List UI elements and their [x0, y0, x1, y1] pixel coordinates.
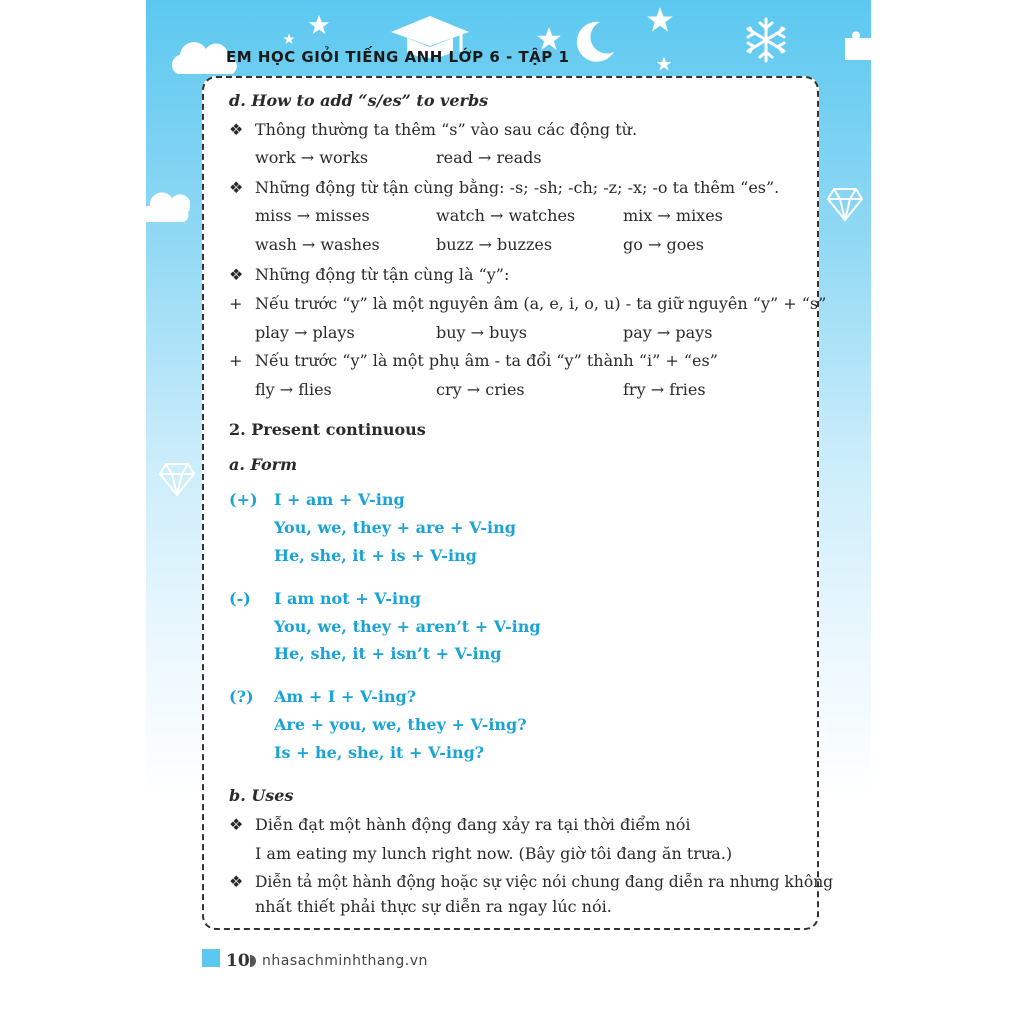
plus-bullet: +: [229, 351, 243, 370]
example: play → plays: [255, 323, 355, 342]
example: read → reads: [436, 148, 542, 167]
form-label-positive: (+): [229, 490, 258, 509]
formula: I am not + V-ing: [274, 589, 421, 608]
star-icon: [283, 33, 295, 45]
use-example: I am eating my lunch right now. (Bây giờ tôi đang ăn trưa.): [255, 844, 733, 863]
book-title: EM HỌC GIỎI TIẾNG ANH LỚP 6 - TẬP 1: [226, 48, 570, 66]
plus-bullet: +: [229, 294, 243, 313]
example: work → works: [255, 148, 369, 167]
cloud-icon: [146, 188, 190, 224]
use-text: nhất thiết phải thực sự diễn ra ngay lúc nói.: [255, 897, 612, 916]
diamond-icon: [158, 460, 196, 498]
bullet-icon: ❖: [229, 265, 244, 284]
use-text: Diễn đạt một hành động đang xảy ra tại thời điểm nói: [255, 815, 691, 834]
example: watch → watches: [436, 206, 576, 225]
rule-text: Nếu trước “y” là một nguyên âm (a, e, i, o, u) - ta giữ nguyên “y” + “s”: [255, 294, 827, 313]
example: buzz → buzzes: [436, 235, 553, 254]
example: mix → mixes: [623, 206, 723, 225]
example: fry → fries: [623, 380, 706, 399]
subsection-heading: a. Form: [229, 455, 298, 474]
star-icon: [646, 6, 674, 34]
example: go → goes: [623, 235, 705, 254]
example: pay → pays: [623, 323, 713, 342]
bullet-icon: ❖: [229, 872, 244, 891]
formula: He, she, it + is + V-ing: [274, 546, 477, 565]
formula: Am + I + V-ing?: [274, 687, 417, 706]
snowflake-icon: [742, 16, 790, 64]
moon-icon: [570, 18, 618, 66]
rule-text: Nếu trước “y” là một phụ âm - ta đổi “y” thành “i” + “es”: [255, 351, 718, 370]
section-heading: d. How to add “s/es” to verbs: [229, 91, 489, 110]
rule-text: Những động từ tận cùng là “y”:: [255, 265, 510, 284]
form-label-negative: (-): [229, 589, 251, 608]
rule-text: Những động từ tận cùng bằng: -s; -sh; -ch; -z; -x; -o ta thêm “es”.: [255, 178, 780, 197]
example: wash → washes: [255, 235, 380, 254]
page-number: 10: [226, 951, 250, 971]
example: cry → cries: [436, 380, 525, 399]
subsection-heading: b. Uses: [229, 786, 294, 805]
bullet-icon: ❖: [229, 815, 244, 834]
example: miss → misses: [255, 206, 370, 225]
rule-text: Thông thường ta thêm “s” vào sau các động từ.: [255, 120, 638, 139]
bullet-icon: ❖: [229, 120, 244, 139]
formula: I + am + V-ing: [274, 490, 405, 509]
formula: Are + you, we, they + V-ing?: [274, 715, 527, 734]
formula: Is + he, she, it + V-ing?: [274, 743, 485, 762]
example: fly → flies: [255, 380, 332, 399]
bullet-icon: ❖: [229, 178, 244, 197]
star-icon: [656, 56, 672, 72]
form-label-question: (?): [229, 687, 254, 706]
page-marker: [202, 949, 220, 967]
puzzle-piece-icon: [841, 30, 871, 60]
formula: You, we, they + are + V-ing: [274, 518, 516, 537]
website: nhasachminhthang.vn: [262, 953, 428, 969]
formula: You, we, they + aren’t + V-ing: [274, 617, 541, 636]
section-heading: 2. Present continuous: [229, 420, 426, 439]
diamond-icon: [826, 185, 864, 223]
formula: He, she, it + isn’t + V-ing: [274, 644, 502, 663]
star-icon: [308, 14, 330, 36]
use-text: Diễn tả một hành động hoặc sự việc nói chung đang diễn ra nhưng không: [255, 873, 834, 891]
example: buy → buys: [436, 323, 527, 342]
